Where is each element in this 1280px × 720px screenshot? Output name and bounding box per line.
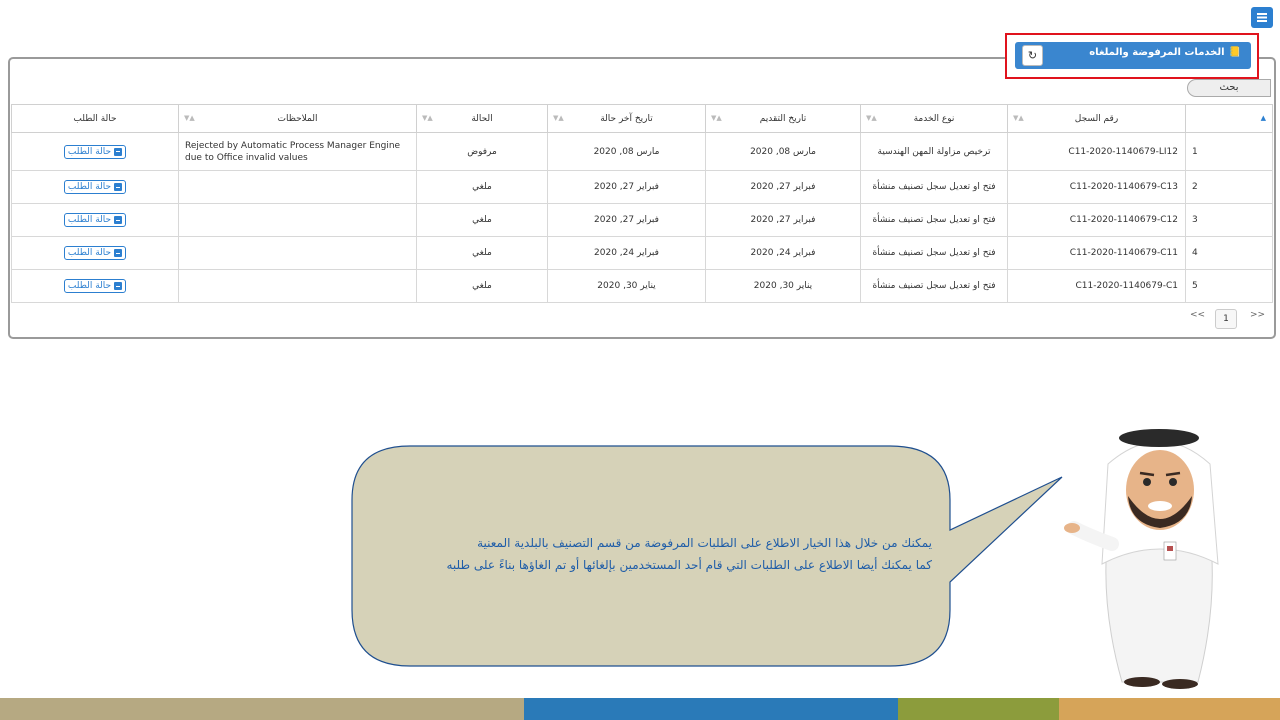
request-status-button[interactable]: حالة الطلب	[64, 279, 126, 293]
row-reg: C11-2020-1140679-C11	[1008, 237, 1186, 270]
row-status: ملغي	[417, 171, 548, 204]
bubble-text	[380, 532, 932, 576]
row-index: 3	[1186, 204, 1273, 237]
column-header-status[interactable]: الحالة ▲▼	[417, 105, 548, 133]
request-status-button[interactable]: حالة الطلب	[64, 145, 126, 159]
sort-icon: ▲	[1260, 114, 1266, 122]
row-submitted: مارس 08, 2020	[706, 133, 861, 171]
row-notes: Rejected by Automatic Process Manager Engine due to Office invalid values	[179, 133, 417, 171]
row-last-status: فبراير 27, 2020	[548, 204, 706, 237]
pager-next-button[interactable]: >>	[1250, 310, 1266, 320]
row-last-status: فبراير 27, 2020	[548, 171, 706, 204]
column-header-reg[interactable]: رقم السجل ▲▼	[1008, 105, 1186, 133]
sort-icon: ▲▼	[184, 114, 195, 122]
column-header-notes[interactable]: الملاحظات ▲▼	[179, 105, 417, 133]
bubble-line-1: يمكنك من خلال هذا الخيار الاطلاع على الطلبات المرفوضة من قسم التصنيف بالبلدية المعنية	[477, 536, 932, 550]
row-reg: C11-2020-1140679-C13	[1008, 171, 1186, 204]
row-service: فتح او تعديل سجل تصنيف منشأة	[861, 270, 1008, 303]
column-header-last-status[interactable]: تاريخ آخر حالة ▲▼	[548, 105, 706, 133]
sort-icon: ▲▼	[866, 114, 877, 122]
row-service: فتح او تعديل سجل تصنيف منشأة	[861, 204, 1008, 237]
row-status: مرفوض	[417, 133, 548, 171]
row-status: ملغي	[417, 237, 548, 270]
bubble-line-2: كما يمكنك أيضا الاطلاع على الطلبات التي قام أحد المستخدمين بإلغائها أو تم الغاؤها بناءً على طلبه	[446, 558, 932, 572]
row-status: ملغي	[417, 204, 548, 237]
row-service: فتح او تعديل سجل تصنيف منشأة	[861, 237, 1008, 270]
column-header-service[interactable]: نوع الخدمة ▲▼	[861, 105, 1008, 133]
row-index: 5	[1186, 270, 1273, 303]
row-last-status: مارس 08, 2020	[548, 133, 706, 171]
row-submitted: فبراير 27, 2020	[706, 171, 861, 204]
pager-page-1[interactable]: 1	[1215, 309, 1237, 329]
row-service: ترخيص مزاولة المهن الهندسية	[861, 133, 1008, 171]
footer-stripe-3	[898, 698, 1059, 720]
column-header-action: حالة الطلب	[12, 105, 179, 133]
footer-stripe-4	[1059, 698, 1280, 720]
row-index: 2	[1186, 171, 1273, 204]
footer-stripe-1	[0, 698, 524, 720]
row-last-status: يناير 30, 2020	[548, 270, 706, 303]
search-label: بحث	[1219, 82, 1239, 93]
row-index: 1	[1186, 133, 1273, 171]
presenter-character	[1060, 424, 1240, 694]
panel-title-text: الخدمات المرفوضة والملغاه	[1089, 47, 1225, 58]
row-reg: C11-2020-1140679-C1	[1008, 270, 1186, 303]
request-status-button[interactable]: حالة الطلب	[64, 180, 126, 194]
row-index: 4	[1186, 237, 1273, 270]
request-status-button[interactable]: حالة الطلب	[64, 246, 126, 260]
sort-icon: ▲▼	[422, 114, 433, 122]
sort-icon: ▲▼	[711, 114, 722, 122]
row-submitted: فبراير 27, 2020	[706, 204, 861, 237]
footer-stripe-2	[524, 698, 898, 720]
column-header-submitted[interactable]: تاريخ التقديم ▲▼	[706, 105, 861, 133]
refresh-icon: ↻	[1027, 49, 1038, 62]
row-submitted: يناير 30, 2020	[706, 270, 861, 303]
row-status: ملغي	[417, 270, 548, 303]
row-reg: C11-2020-1140679-LI12	[1008, 133, 1186, 171]
sort-icon: ▲▼	[1013, 114, 1024, 122]
book-icon: 📒	[1228, 47, 1241, 58]
pager-prev-button[interactable]: <<	[1190, 310, 1206, 320]
row-submitted: فبراير 24, 2020	[706, 237, 861, 270]
row-service: فتح او تعديل سجل تصنيف منشأة	[861, 171, 1008, 204]
row-reg: C11-2020-1140679-C12	[1008, 204, 1186, 237]
row-last-status: فبراير 24, 2020	[548, 237, 706, 270]
sort-icon: ▲▼	[553, 114, 564, 122]
request-status-button[interactable]: حالة الطلب	[64, 213, 126, 227]
